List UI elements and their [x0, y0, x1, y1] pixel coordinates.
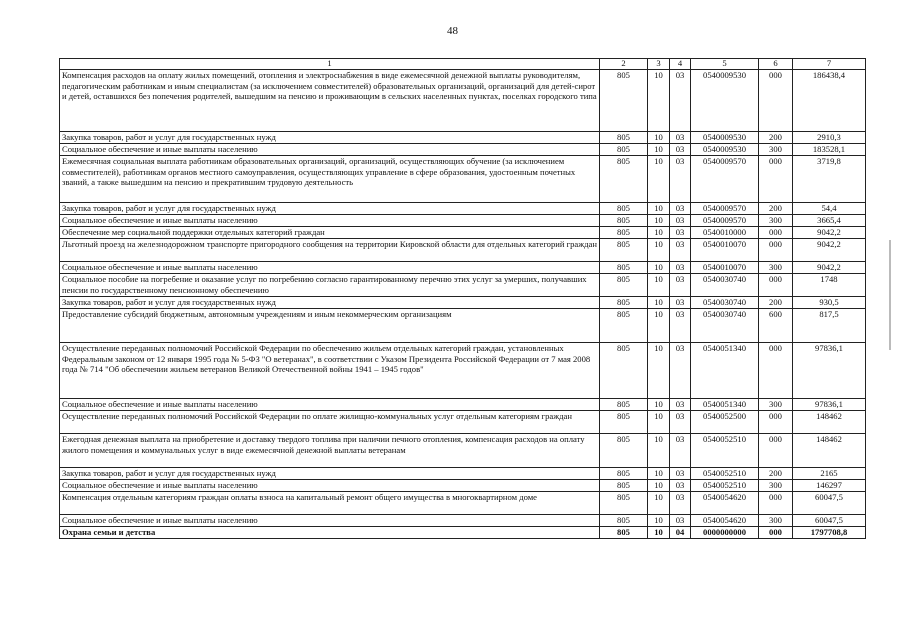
row-target-code: 0540052500 [691, 411, 759, 434]
row-description: Социальное обеспечение и иные выплаты населению [60, 215, 600, 227]
table-row [60, 492, 866, 515]
row-target-code: 0540030740 [691, 297, 759, 309]
row-code-4: 03 [670, 492, 691, 515]
row-description: Осуществление переданных полномочий Российской Федерации по обеспечению жильем отдельных категорий граждан, установленных Федеральным законом от 12 января 1995 года № 5-ФЗ "О ветеранах", в соответствии с Указом Президента Российской Федерации от 7 мая 2008 года № 714 "Об обеспечении жильем ветеранов Великой Отечественной войны 1941 – 1945 годов" [60, 343, 600, 399]
row-code-3: 10 [648, 144, 670, 156]
row-target-code: 0540009530 [691, 132, 759, 144]
row-code-4: 03 [670, 297, 691, 309]
row-target-code: 0540009570 [691, 156, 759, 203]
row-target-code: 0540051340 [691, 343, 759, 399]
row-amount: 148462 [793, 411, 866, 434]
row-description: Социальное обеспечение и иные выплаты населению [60, 480, 600, 492]
row-code-2: 805 [600, 203, 648, 215]
row-code-2: 805 [600, 239, 648, 262]
row-code-4: 04 [670, 527, 691, 539]
table-row [60, 399, 866, 411]
row-code-2: 805 [600, 527, 648, 539]
table-row [60, 262, 866, 274]
row-description: Льготный проезд на железнодорожном транспорте пригородного сообщения на территории Кировской области для отдельных категорий граждан [60, 239, 600, 262]
row-amount: 930,5 [793, 297, 866, 309]
row-code-3: 10 [648, 156, 670, 203]
table-row [60, 480, 866, 492]
row-description: Предоставление субсидий бюджетным, автономным учреждениям и иным некоммерческим организациям [60, 309, 600, 343]
row-description: Закупка товаров, работ и услуг для государственных нужд [60, 132, 600, 144]
table-row [60, 227, 866, 239]
table-row [60, 203, 866, 215]
row-code-4: 03 [670, 274, 691, 297]
row-target-code: 0540009530 [691, 70, 759, 132]
row-description: Компенсация расходов на оплату жилых помещений, отопления и электроснабжения в виде ежемесячной денежной выплаты руководителям, педагогическим работникам и иным специалистам (за исключением совместителей) образовательных организаций, организаций для детей-сирот и детей, оставшихся без попечения родителей, вышедшим на пенсию и проживающим в сельских населенных пунктах, поселках городского типа [60, 70, 600, 132]
row-expense-type: 000 [759, 411, 793, 434]
row-target-code: 0540010000 [691, 227, 759, 239]
row-expense-type: 000 [759, 70, 793, 132]
row-description: Компенсация отдельным категориям граждан оплаты взноса на капитальный ремонт общего имущества в многоквартирном доме [60, 492, 600, 515]
table-row [60, 297, 866, 309]
row-expense-type: 300 [759, 515, 793, 527]
row-expense-type: 200 [759, 132, 793, 144]
row-amount: 146297 [793, 480, 866, 492]
table-row [60, 132, 866, 144]
row-amount: 148462 [793, 434, 866, 468]
column-header: 1 [60, 59, 600, 70]
row-code-2: 805 [600, 468, 648, 480]
row-amount: 2910,3 [793, 132, 866, 144]
table-header-row [60, 59, 866, 70]
row-description: Социальное обеспечение и иные выплаты населению [60, 515, 600, 527]
row-code-3: 10 [648, 70, 670, 132]
row-expense-type: 200 [759, 203, 793, 215]
row-target-code: 0000000000 [691, 527, 759, 539]
row-target-code: 0540052510 [691, 480, 759, 492]
row-code-4: 03 [670, 309, 691, 343]
row-code-3: 10 [648, 343, 670, 399]
row-code-2: 805 [600, 227, 648, 239]
row-amount: 9042,2 [793, 227, 866, 239]
row-code-4: 03 [670, 468, 691, 480]
row-description: Социальное пособие на погребение и оказание услуг по погребению согласно гарантированному перечню этих услуг за умерших, получавших пенсии по государственному пенсионному обеспечению [60, 274, 600, 297]
row-expense-type: 300 [759, 215, 793, 227]
row-code-3: 10 [648, 239, 670, 262]
budget-table [59, 58, 866, 539]
row-code-3: 10 [648, 411, 670, 434]
row-description: Обеспечение мер социальной поддержки отдельных категорий граждан [60, 227, 600, 239]
table-row [60, 343, 866, 399]
row-code-3: 10 [648, 492, 670, 515]
row-code-2: 805 [600, 434, 648, 468]
row-code-3: 10 [648, 399, 670, 411]
row-code-3: 10 [648, 515, 670, 527]
row-expense-type: 600 [759, 309, 793, 343]
table-row [60, 411, 866, 434]
row-target-code: 0540009570 [691, 215, 759, 227]
row-expense-type: 000 [759, 343, 793, 399]
row-code-3: 10 [648, 297, 670, 309]
row-target-code: 0540054620 [691, 492, 759, 515]
row-code-2: 805 [600, 70, 648, 132]
scan-artifact [889, 240, 891, 350]
row-target-code: 0540052510 [691, 434, 759, 468]
row-code-4: 03 [670, 227, 691, 239]
column-header: 5 [691, 59, 759, 70]
row-code-3: 10 [648, 132, 670, 144]
row-code-4: 03 [670, 399, 691, 411]
row-code-2: 805 [600, 492, 648, 515]
row-expense-type: 300 [759, 480, 793, 492]
row-expense-type: 300 [759, 144, 793, 156]
row-code-4: 03 [670, 203, 691, 215]
row-code-2: 805 [600, 262, 648, 274]
row-target-code: 0540009570 [691, 203, 759, 215]
row-amount: 817,5 [793, 309, 866, 343]
row-code-4: 03 [670, 480, 691, 492]
row-description: Закупка товаров, работ и услуг для государственных нужд [60, 203, 600, 215]
row-amount: 9042,2 [793, 262, 866, 274]
row-amount: 3719,8 [793, 156, 866, 203]
row-amount: 186438,4 [793, 70, 866, 132]
row-code-4: 03 [670, 132, 691, 144]
row-description: Социальное обеспечение и иные выплаты населению [60, 399, 600, 411]
table-row [60, 527, 866, 539]
row-amount: 60047,5 [793, 515, 866, 527]
table-row [60, 515, 866, 527]
row-description: Ежегодная денежная выплата на приобретение и доставку твердого топлива при наличии печного отопления, компенсация расходов на оплату жилого помещения и коммунальных услуг в виде ежемесячной денежной выплаты ветеранам [60, 434, 600, 468]
row-amount: 1797708,8 [793, 527, 866, 539]
table-row [60, 215, 866, 227]
row-description: Осуществление переданных полномочий Российской Федерации по оплате жилищно-коммунальных услуг отдельным категориям граждан [60, 411, 600, 434]
row-code-3: 10 [648, 309, 670, 343]
table-row [60, 239, 866, 262]
row-code-2: 805 [600, 156, 648, 203]
row-code-4: 03 [670, 411, 691, 434]
table-row [60, 274, 866, 297]
row-code-4: 03 [670, 215, 691, 227]
row-expense-type: 300 [759, 262, 793, 274]
row-amount: 1748 [793, 274, 866, 297]
table-row [60, 144, 866, 156]
row-expense-type: 300 [759, 399, 793, 411]
row-code-2: 805 [600, 399, 648, 411]
row-target-code: 0540054620 [691, 515, 759, 527]
table-body [60, 70, 866, 539]
column-header: 3 [648, 59, 670, 70]
row-code-4: 03 [670, 70, 691, 132]
row-description: Закупка товаров, работ и услуг для государственных нужд [60, 297, 600, 309]
row-code-2: 805 [600, 411, 648, 434]
page-number: 48 [447, 25, 458, 37]
row-expense-type: 000 [759, 156, 793, 203]
row-expense-type: 200 [759, 468, 793, 480]
row-target-code: 0540052510 [691, 468, 759, 480]
row-amount: 97836,1 [793, 399, 866, 411]
row-code-2: 805 [600, 144, 648, 156]
row-expense-type: 000 [759, 434, 793, 468]
row-target-code: 0540010070 [691, 262, 759, 274]
row-code-3: 10 [648, 527, 670, 539]
column-header: 7 [793, 59, 866, 70]
row-code-3: 10 [648, 262, 670, 274]
table-row [60, 156, 866, 203]
column-header: 6 [759, 59, 793, 70]
row-code-2: 805 [600, 343, 648, 399]
row-amount: 3665,4 [793, 215, 866, 227]
row-expense-type: 000 [759, 239, 793, 262]
row-description: Закупка товаров, работ и услуг для государственных нужд [60, 468, 600, 480]
row-code-2: 805 [600, 480, 648, 492]
row-code-3: 10 [648, 480, 670, 492]
row-target-code: 0540030740 [691, 274, 759, 297]
row-target-code: 0540010070 [691, 239, 759, 262]
row-description: Социальное обеспечение и иные выплаты населению [60, 144, 600, 156]
row-description: Ежемесячная социальная выплата работникам образовательных организаций, организаций, осуществляющих обучение (за исключением совместителей), работникам органов местного самоуправления, осуществляющих управление в сфере образования, удостоенным почетных званий, а также вышедшим на пенсию и прекратившим трудовую деятельность [60, 156, 600, 203]
row-code-2: 805 [600, 215, 648, 227]
row-expense-type: 200 [759, 297, 793, 309]
row-amount: 54,4 [793, 203, 866, 215]
table-row [60, 309, 866, 343]
row-target-code: 0540009530 [691, 144, 759, 156]
table-row [60, 434, 866, 468]
row-expense-type: 000 [759, 527, 793, 539]
row-amount: 97836,1 [793, 343, 866, 399]
table-row [60, 70, 866, 132]
row-code-2: 805 [600, 274, 648, 297]
row-amount: 60047,5 [793, 492, 866, 515]
row-description: Охрана семьи и детства [60, 527, 600, 539]
row-code-4: 03 [670, 434, 691, 468]
row-code-2: 805 [600, 132, 648, 144]
row-code-3: 10 [648, 227, 670, 239]
row-code-2: 805 [600, 309, 648, 343]
row-code-4: 03 [670, 343, 691, 399]
row-code-4: 03 [670, 515, 691, 527]
row-code-4: 03 [670, 144, 691, 156]
row-code-2: 805 [600, 515, 648, 527]
table-row [60, 468, 866, 480]
row-code-3: 10 [648, 215, 670, 227]
row-code-4: 03 [670, 156, 691, 203]
row-expense-type: 000 [759, 227, 793, 239]
row-code-3: 10 [648, 274, 670, 297]
row-code-2: 805 [600, 297, 648, 309]
row-amount: 2165 [793, 468, 866, 480]
column-header: 4 [670, 59, 691, 70]
row-amount: 183528,1 [793, 144, 866, 156]
column-header: 2 [600, 59, 648, 70]
row-target-code: 0540030740 [691, 309, 759, 343]
row-code-4: 03 [670, 239, 691, 262]
row-target-code: 0540051340 [691, 399, 759, 411]
row-description: Социальное обеспечение и иные выплаты населению [60, 262, 600, 274]
row-code-3: 10 [648, 434, 670, 468]
row-code-4: 03 [670, 262, 691, 274]
row-code-3: 10 [648, 203, 670, 215]
row-code-3: 10 [648, 468, 670, 480]
row-expense-type: 000 [759, 274, 793, 297]
row-amount: 9042,2 [793, 239, 866, 262]
row-expense-type: 000 [759, 492, 793, 515]
